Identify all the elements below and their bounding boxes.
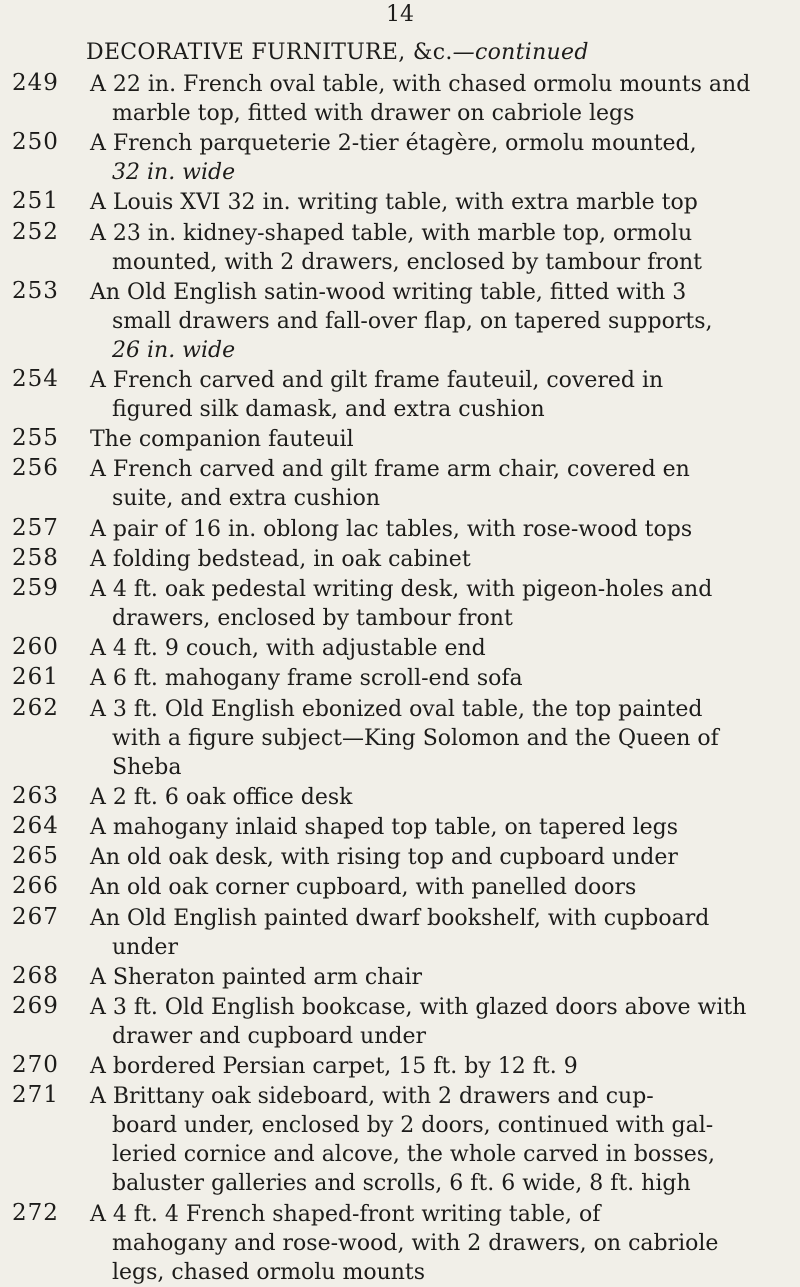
lot-number: 265: [12, 843, 59, 870]
lot-number: 268: [12, 962, 59, 989]
lot-line: A mahogany inlaid shaped top table, on tapered legs: [90, 815, 679, 840]
lot-description: [90, 1082, 790, 1198]
lot-line: marble top, fitted with drawer on cabriole legs: [112, 101, 635, 126]
lot-number: 262: [12, 694, 59, 721]
lot-line: A French carved and gilt frame fauteuil, covered in: [90, 368, 664, 393]
lot-line: Sheba: [112, 754, 182, 780]
lot-number: 261: [12, 664, 59, 691]
lot-line: 26 in. wide: [112, 337, 236, 363]
lot-number: 271: [12, 1082, 59, 1109]
lot-line: mounted, with 2 drawers, enclosed by tambour front: [112, 249, 703, 275]
lot-description: [90, 425, 790, 454]
lot-description: [90, 129, 790, 187]
lot-number: 266: [12, 873, 59, 900]
lot-number: 251: [12, 188, 59, 215]
lot-description: [90, 843, 790, 872]
lot-description: [90, 813, 790, 842]
lot-description: [90, 70, 790, 128]
running-head-title: DECORATIVE FURNITURE, &c.: [86, 40, 453, 65]
lot-description: [90, 783, 790, 812]
lot-line: A Brittany oak sideboard, with 2 drawers and cup-: [90, 1084, 654, 1110]
running-head: [86, 40, 800, 65]
lot-line: A 4 ft. 4 French shaped-front writing table, of: [90, 1201, 601, 1227]
lot-description: [90, 695, 790, 782]
lot-line: drawers, enclosed by tambour front: [112, 606, 513, 631]
lot-line: board under, enclosed by 2 doors, continued with gal-: [112, 1113, 714, 1139]
lot-line: A 23 in. kidney-shaped table, with marble top, ormolu: [90, 220, 693, 246]
lot-number: 256: [12, 455, 59, 482]
lot-line: drawer and cupboard under: [112, 1024, 427, 1049]
lot-line: A 3 ft. Old English bookcase, with glazed doors above with: [90, 995, 747, 1020]
lot-line: A 22 in. French oval table, with chased ormolu mounts and: [90, 72, 751, 97]
lot-line: A bordered Persian carpet, 15 ft. by 12 ft. 9: [90, 1054, 578, 1080]
lot-line: legs, chased ormolu mounts: [112, 1259, 426, 1285]
lot-line: baluster galleries and scrolls, 6 ft. 6 wide, 8 ft. high: [112, 1171, 691, 1197]
lot-description: [90, 575, 790, 633]
lot-line: suite, and extra cushion: [112, 486, 380, 512]
lot-line: A pair of 16 in. oblong lac tables, with rose-wood tops: [90, 516, 693, 542]
lot-number: 263: [12, 782, 59, 809]
lot-line: with a figure subject—King Solomon and the Queen of: [112, 725, 719, 751]
lot-description: [90, 188, 790, 217]
lot-number: 259: [12, 575, 59, 601]
lot-line: An old oak corner cupboard, with panelled doors: [90, 875, 637, 901]
lot-description: [90, 963, 790, 992]
lot-number: 269: [12, 993, 59, 1019]
lot-description: [90, 278, 790, 365]
lot-number: 255: [12, 425, 59, 452]
lot-line: A 2 ft. 6 oak office desk: [90, 784, 353, 810]
lot-line: A 4 ft. 9 couch, with adjustable end: [90, 636, 486, 662]
lot-description: [90, 455, 790, 513]
running-head-continued: —continued: [452, 40, 589, 65]
lot-number: 249: [12, 70, 59, 96]
lot-line: small drawers and fall-over flap, on tapered supports,: [112, 308, 713, 334]
page-number: 14: [386, 2, 414, 27]
lot-line: A Sheraton painted arm chair: [90, 964, 423, 990]
lot-line: under: [112, 934, 178, 960]
lot-description: [90, 545, 790, 574]
lot-line: An old oak desk, with rising top and cupboard under: [90, 845, 678, 871]
lot-number: 257: [12, 514, 59, 541]
lot-description: [90, 366, 790, 424]
lot-line: 32 in. wide: [112, 160, 236, 186]
lot-description: [90, 1200, 790, 1287]
lot-line: A French parqueterie 2-tier étagère, ormolu mounted,: [90, 131, 697, 157]
lot-description: [90, 664, 790, 693]
lot-line: leried cornice and alcove, the whole carved in bosses,: [112, 1142, 716, 1168]
lot-description: [90, 993, 790, 1051]
lot-number: 272: [12, 1199, 59, 1226]
lot-description: [90, 219, 790, 277]
lot-number: 260: [12, 634, 59, 661]
lot-line: mahogany and rose-wood, with 2 drawers, on cabriole: [112, 1230, 719, 1256]
lot-line: A 6 ft. mahogany frame scroll-end sofa: [90, 666, 523, 692]
lot-number: 254: [12, 366, 59, 392]
lot-number: 252: [12, 218, 59, 245]
lot-line: An Old English satin-wood writing table, fitted with 3: [90, 279, 687, 305]
lot-line: figured silk damask, and extra cushion: [112, 397, 545, 422]
lot-line: A French carved and gilt frame arm chair, covered en: [90, 457, 690, 483]
lot-number: 258: [12, 544, 59, 571]
lot-line: An Old English painted dwarf bookshelf, with cupboard: [90, 905, 710, 931]
lot-description: [90, 1052, 790, 1081]
lot-number: 270: [12, 1052, 59, 1079]
lot-line: A folding bedstead, in oak cabinet: [90, 546, 471, 572]
lot-line: The companion fauteuil: [90, 427, 354, 453]
lot-description: [90, 515, 790, 544]
lot-line: A 4 ft. oak pedestal writing desk, with pigeon-holes and: [90, 577, 713, 602]
lot-description: [90, 904, 790, 962]
lot-description: [90, 634, 790, 663]
lot-line: A 3 ft. Old English ebonized oval table, the top painted: [90, 696, 703, 722]
lot-description: [90, 873, 790, 902]
lot-number: 267: [12, 903, 59, 930]
lot-number: 250: [12, 129, 59, 156]
lot-number: 264: [12, 813, 59, 839]
lot-line: A Louis XVI 32 in. writing table, with extra marble top: [90, 190, 698, 216]
lot-number: 253: [12, 277, 59, 304]
